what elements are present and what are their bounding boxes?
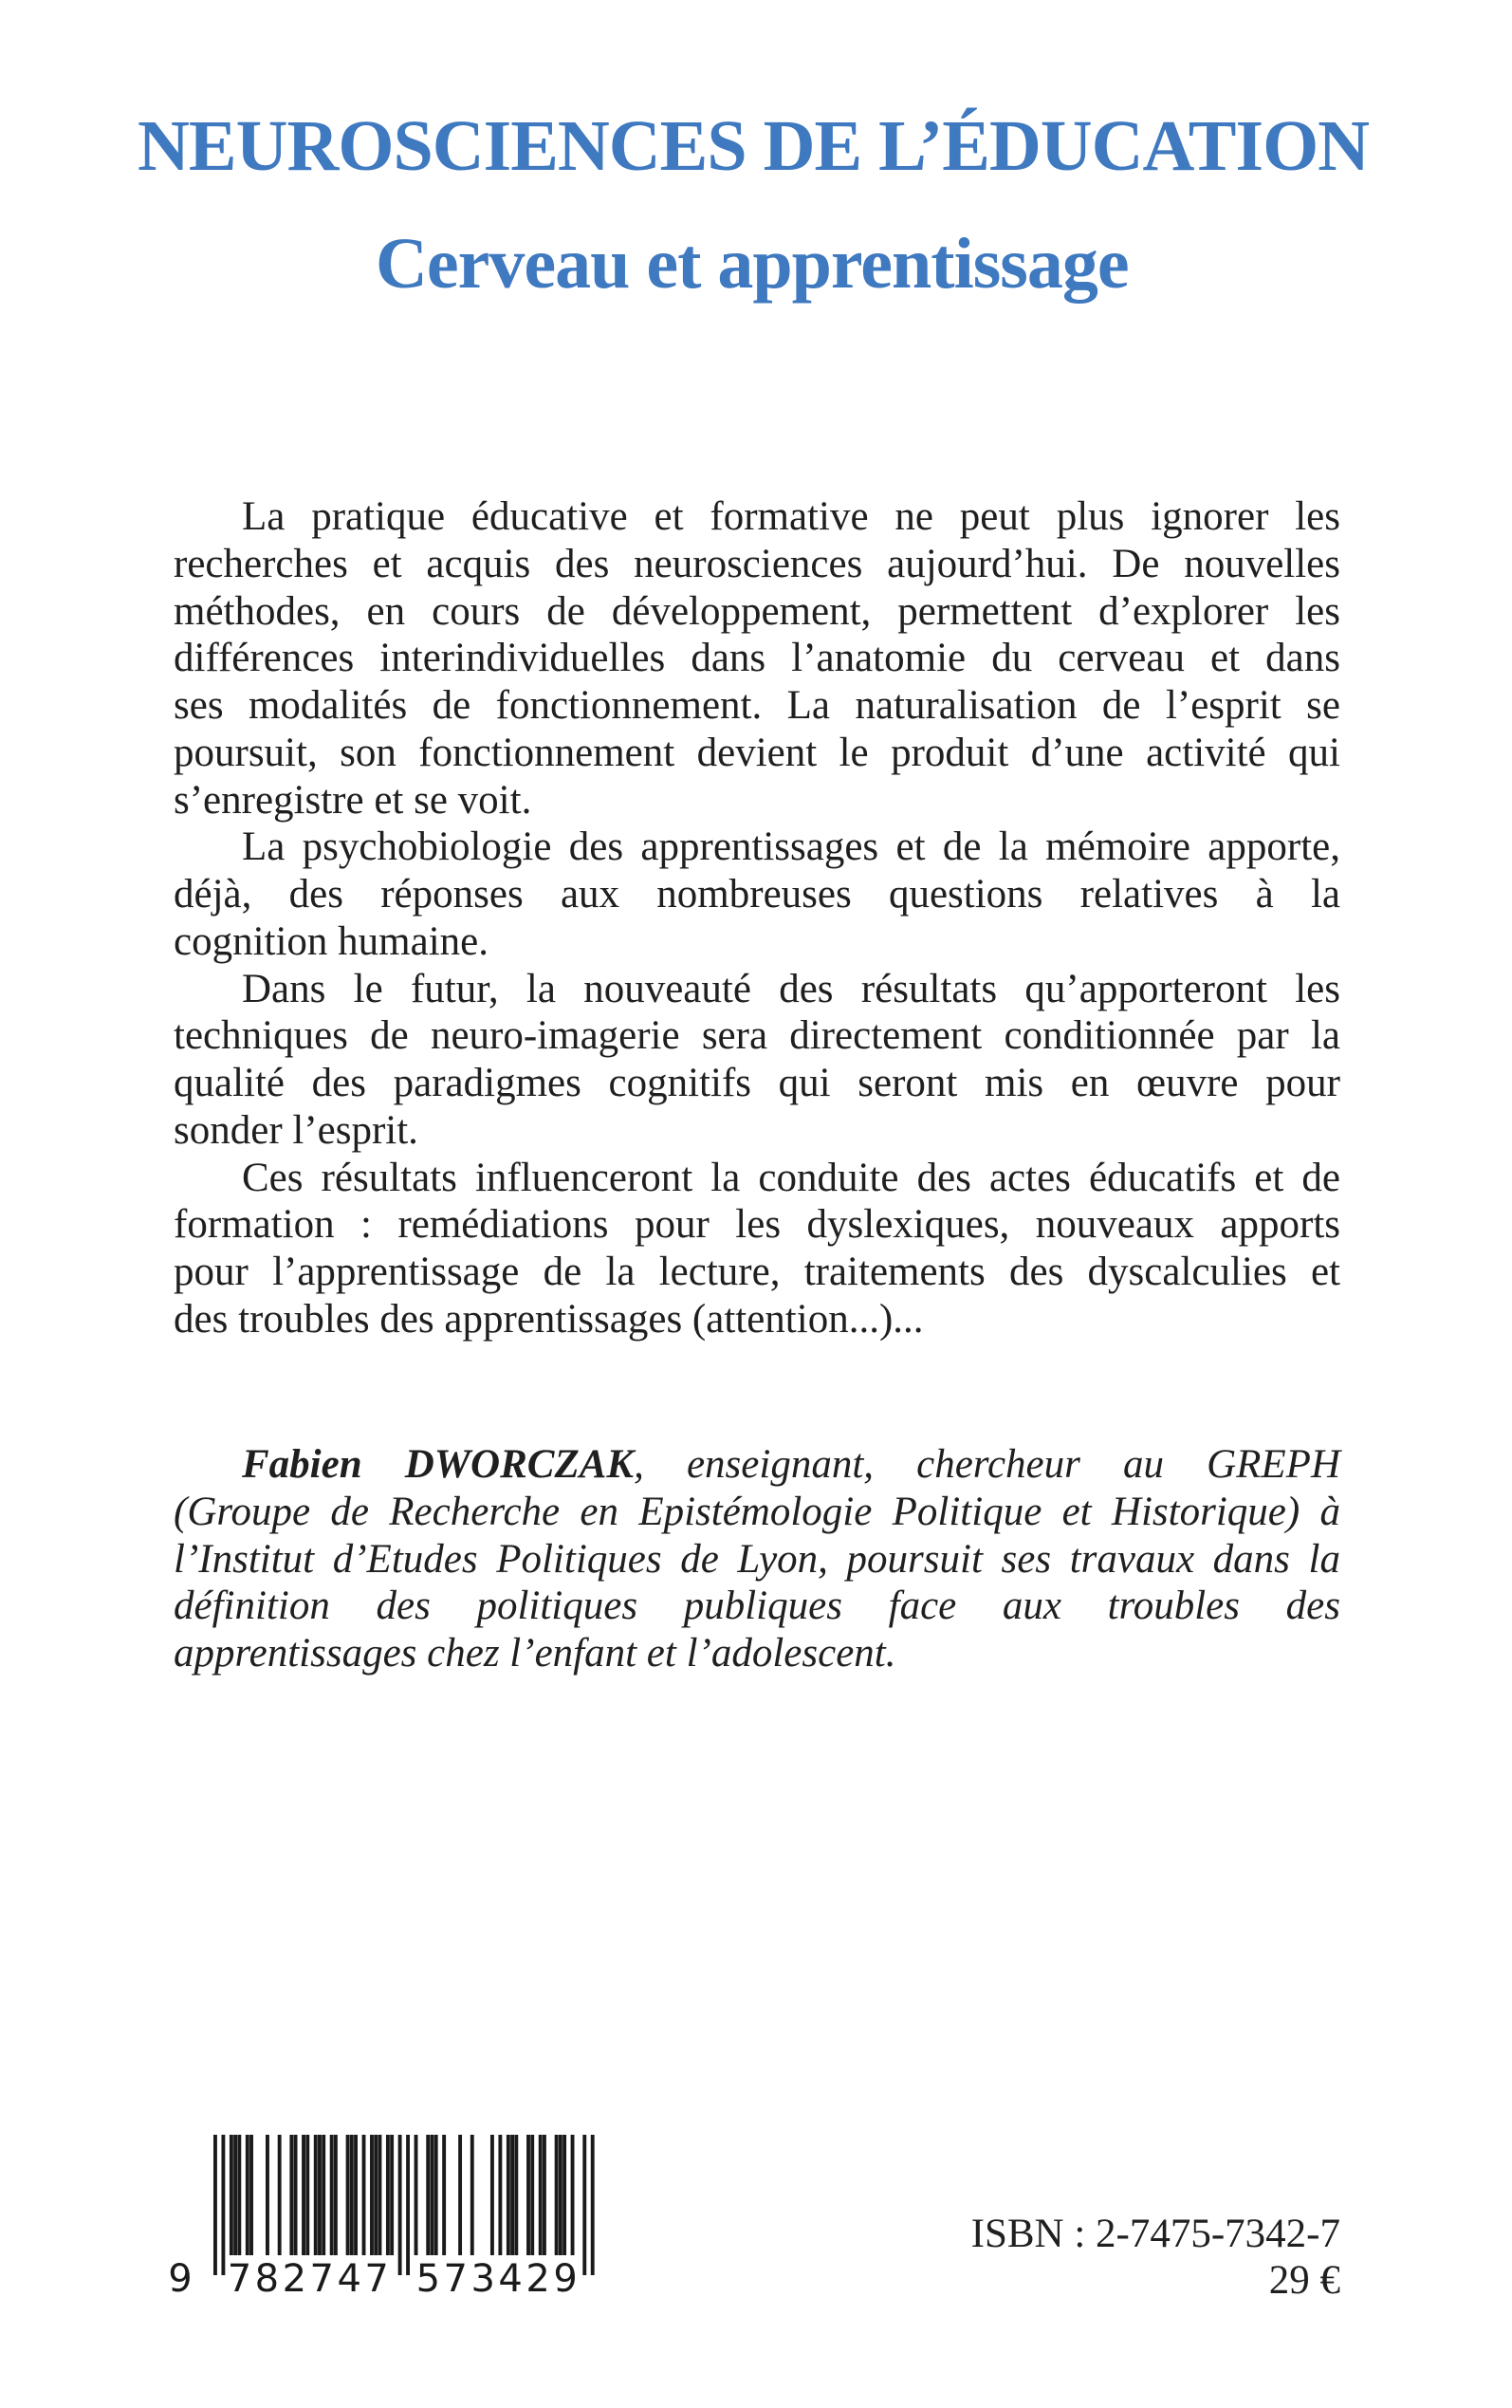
price-label: 29 € bbox=[1268, 2258, 1340, 2303]
text-line: (Groupe de Recherche en Epistémologie Politique et Historique) à bbox=[174, 1489, 1340, 1534]
isbn-label: ISBN : 2-7475-7342-7 bbox=[970, 2212, 1340, 2256]
text-line: s’enregistre et se voit. bbox=[174, 777, 532, 823]
summary-paragraph bbox=[174, 824, 1340, 965]
book-subtitle: Cerveau et apprentissage bbox=[376, 224, 1129, 304]
text-line bbox=[174, 1441, 1340, 1489]
text-line: Dans le futur, la nouveauté des résultats qu’apporteront les bbox=[242, 966, 1340, 1011]
summary-text bbox=[174, 493, 1340, 1343]
summary-paragraph bbox=[174, 493, 1340, 824]
text-line: formation : remédiations pour les dyslexiques, nouveaux apports bbox=[174, 1202, 1340, 1248]
svg-text:9: 9 bbox=[168, 2257, 193, 2301]
text-line: l’Institut d’Etudes Politiques de Lyon, poursuit ses travaux dans la bbox=[174, 1536, 1340, 1582]
author-bio bbox=[174, 1441, 1340, 1677]
text-line: apprentissages chez l’enfant et l’adolescent. bbox=[174, 1631, 896, 1676]
book-title: NEUROSCIENCES DE L’ÉDUCATION bbox=[138, 106, 1370, 186]
text-line: différences interindividuelles dans l’anatomie du cerveau et dans bbox=[174, 636, 1340, 681]
author-role: , enseignant, chercheur au GREPH bbox=[634, 1442, 1340, 1487]
text-line: La psychobiologie des apprentissages et de la mémoire apporte, bbox=[242, 824, 1340, 870]
summary-paragraph bbox=[174, 966, 1340, 1155]
ean13-barcode-icon bbox=[161, 2130, 607, 2301]
text-line: qualité des paradigmes cognitifs qui seront mis en œuvre pour bbox=[174, 1061, 1340, 1105]
text-line: méthodes, en cours de développement, permettent d’explorer les bbox=[174, 588, 1340, 634]
text-line: Ces résultats influenceront la conduite des actes éducatifs et de bbox=[242, 1155, 1340, 1200]
text-line: techniques de neuro-imagerie sera directement conditionnée par la bbox=[174, 1013, 1340, 1059]
author-name: Fabien DWORCZAK bbox=[242, 1442, 635, 1487]
text-line: sonder l’esprit. bbox=[174, 1107, 418, 1153]
summary-paragraph bbox=[174, 1155, 1340, 1343]
text-line: pour l’apprentissage de la lecture, traitements des dyscalculies et bbox=[174, 1250, 1340, 1294]
text-line: des troubles des apprentissages (attention...)... bbox=[174, 1296, 924, 1342]
barcode-graphic bbox=[161, 2130, 607, 2301]
text-line: La pratique éducative et formative ne peut plus ignorer les bbox=[242, 494, 1340, 539]
text-line: poursuit, son fonctionnement devient le produit d’une activité qui bbox=[174, 730, 1340, 775]
svg-text:782747: 782747 bbox=[227, 2257, 393, 2301]
text-line: déjà, des réponses aux nombreuses questions relatives à la bbox=[174, 872, 1340, 917]
text-line: ses modalités de fonctionnement. La naturalisation de l’esprit se bbox=[174, 683, 1340, 728]
svg-text:573429: 573429 bbox=[415, 2257, 581, 2301]
text-line: cognition humaine. bbox=[174, 918, 489, 964]
text-line: recherches et acquis des neurosciences aujourd’hui. De nouvelles bbox=[174, 541, 1340, 586]
text-line: définition des politiques publiques face aux troubles des bbox=[174, 1584, 1340, 1629]
